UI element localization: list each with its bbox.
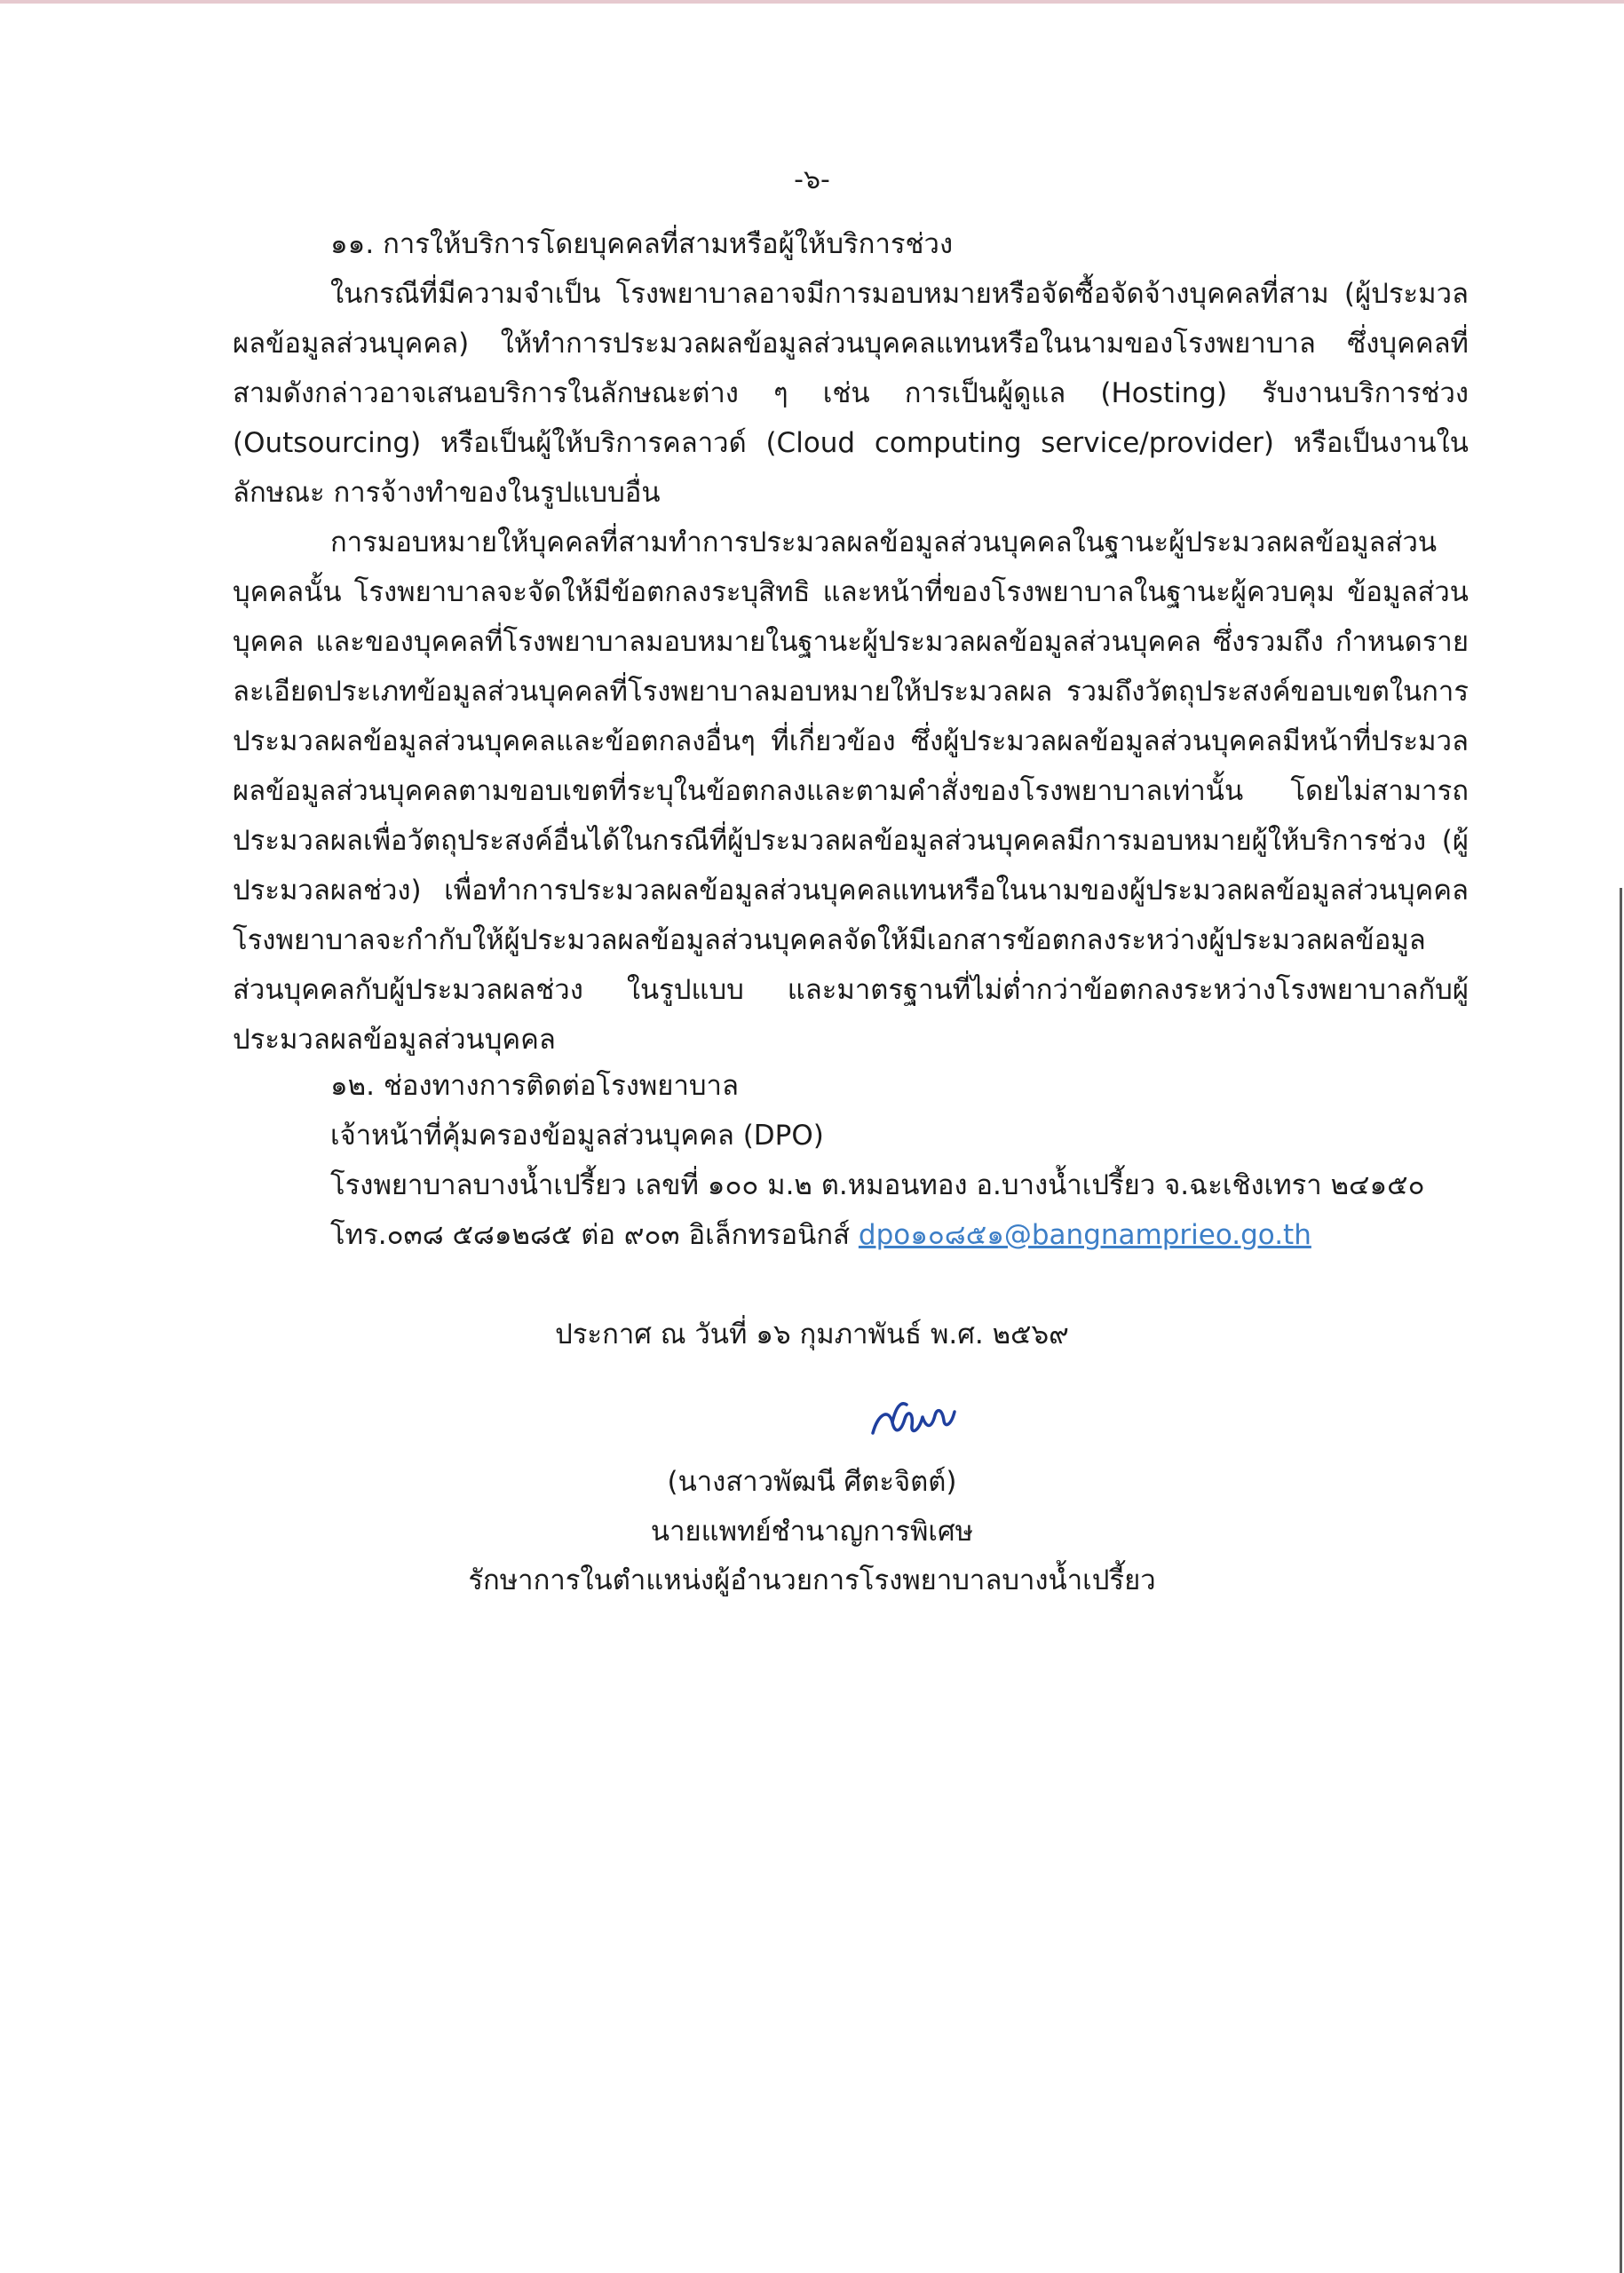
hospital-address: โรงพยาบาลบางน้ำเปรี้ยว เลขที่ ๑๐๐ ม.๒ ต.หมอนทอง อ.บางน้ำเปรี้ยว จ.ฉะเชิงเทรา ๒๔๑๕๐ <box>330 1169 1425 1201</box>
section-12-heading: ๑๒. ช่องทางการติดต่อโรงพยาบาล <box>330 1070 739 1102</box>
contact-phone: โทร.๐๓๘ ๕๘๑๒๘๕ ต่อ ๙๐๓ อิเล็กทรอนิกส์ <box>330 1219 859 1251</box>
signature-image <box>866 1396 963 1449</box>
announcement-date: ประกาศ ณ วันที่ ๑๖ กุมภาพันธ์ พ.ศ. ๒๕๖๙ <box>555 1319 1069 1350</box>
scan-edge-top <box>0 0 1624 4</box>
section-11-paragraph-1: ในกรณีที่มีความจำเป็น โรงพยาบาลอาจมีการมอบหมายหรือจัดซื้อจัดจ้างบุคคลที่สาม (ผู้ประมวลผลข้อมูลส่วนบุคคล) ให้ทำการประมวลผลข้อมูลส่วนบุคคลแทนหรือในนามของโรงพยาบาล ซึ่งบุคคลที่สามดังกล่าวอาจเสนอบริการในลักษณะต่าง ๆ เช่น การเป็นผู้ดูแล (Hosting) รับงานบริการช่วง (Outsourcing) หรือเป็นผู้ให้บริการคลาวด์ (Cloud computing service/provider) หรือเป็นงานในลักษณะ การจ้างทำของในรูปแบบอื่น <box>233 278 1469 509</box>
contact-line <box>233 1210 1469 1260</box>
section-12 <box>233 1061 1469 1260</box>
section-11-paragraph-2: การมอบหมายให้บุคคลที่สามทำการประมวลผลข้อมูลส่วนบุคคลในฐานะผู้ประมวลผลข้อมูลส่วนบุคคลนั้น โรงพยาบาลจะจัดให้มีข้อตกลงระบุสิทธิ และหน้าที่ของโรงพยาบาลในฐานะผู้ควบคุม ข้อมูลส่วนบุคคล และของบุคคลที่โรงพยาบาลมอบหมายในฐานะผู้ประมวลผลข้อมูลส่วนบุคคล ซึ่งรวมถึง กำหนดรายละเอียดประเภทข้อมูลส่วนบุคคลที่โรงพยาบาลมอบหมายให้ประมวลผล รวมถึงวัตถุประสงค์ขอบเขตในการประมวลผลข้อมูลส่วนบุคคลและข้อตกลงอื่นๆ ที่เกี่ยวข้อง ซึ่งผู้ประมวลผลข้อมูลส่วนบุคคลมีหน้าที่ประมวลผลข้อมูลส่วนบุคคลตามขอบเขตที่ระบุในข้อตกลงและตามคำสั่งของโรงพยาบาลเท่านั้น โดยไม่สามารถ ประมวลผลเพื่อวัตถุประสงค์อื่นได้ในกรณีที่ผู้ประมวลผลข้อมูลส่วนบุคคลมีการมอบหมายผู้ให้บริการช่วง (ผู้ประมวลผลช่วง) เพื่อทำการประมวลผลข้อมูลส่วนบุคคลแทนหรือในนามของผู้ประมวลผลข้อมูลส่วนบุคคล โรงพยาบาลจะกำกับให้ผู้ประมวลผลข้อมูลส่วนบุคคลจัดให้มีเอกสารข้อตกลงระหว่างผู้ประมวลผลข้อมูลส่วนบุคคลกับผู้ประมวลผลช่วง ในรูปแบบ และมาตรฐานที่ไม่ต่ำกว่าข้อตกลงระหว่างโรงพยาบาลกับผู้ประมวลผลข้อมูลส่วนบุคคล <box>233 527 1469 1056</box>
signatory-position: นายแพทย์ชำนาญการพิเศษ <box>650 1516 974 1548</box>
signatory-acting-role: รักษาการในตำแหน่งผู้อำนวยการโรงพยาบาลบางน้ำเปรี้ยว <box>468 1564 1156 1596</box>
dpo-title: เจ้าหน้าที่คุ้มครองข้อมูลส่วนบุคคล (DPO) <box>330 1120 824 1152</box>
section-11 <box>233 219 1469 1065</box>
page-number: -๖- <box>794 164 830 195</box>
signatory-name: (นางสาวพัฒนี ศีตะจิตต์) <box>667 1466 957 1498</box>
email-link[interactable]: dpo๑๐๘๕๑@bangnamprieo.go.th <box>858 1219 1311 1251</box>
section-11-heading: ๑๑. การให้บริการโดยบุคคลที่สามหรือผู้ให้บริการช่วง <box>330 228 954 260</box>
